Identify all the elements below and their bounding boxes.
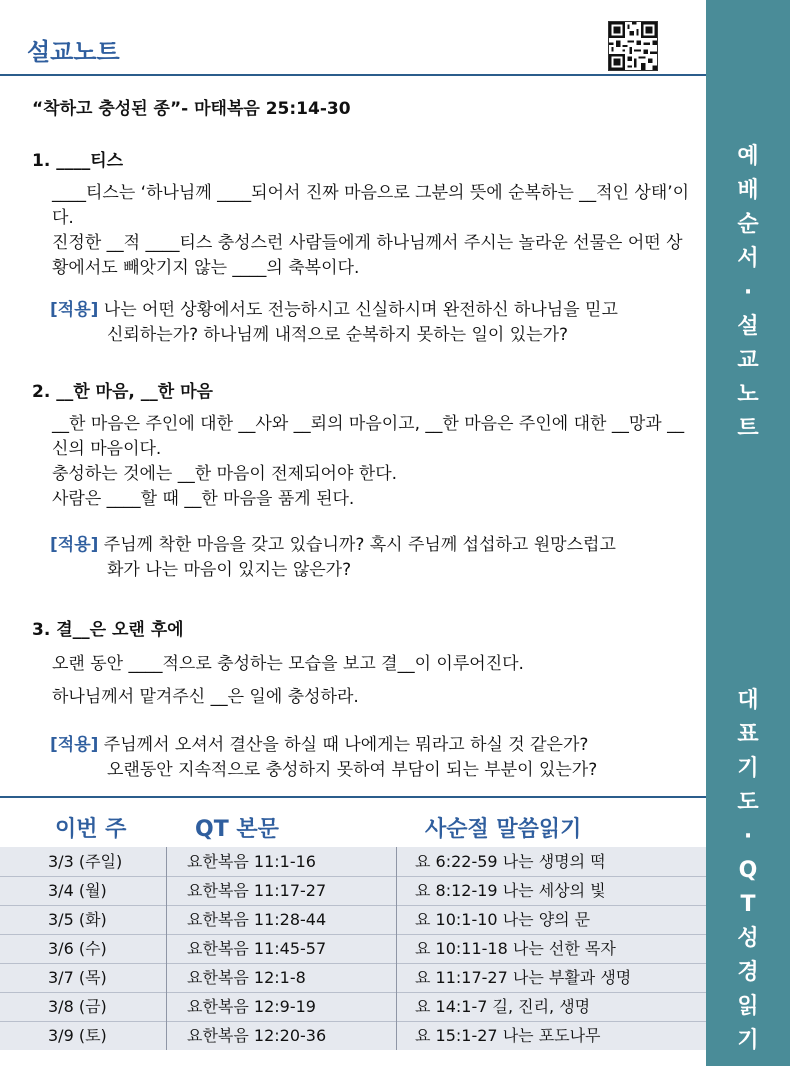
application-line xyxy=(50,533,695,558)
sidebar-char: 기 xyxy=(737,756,759,781)
table-column-divider xyxy=(396,847,397,1050)
table-row xyxy=(0,1021,706,1050)
table-row xyxy=(0,905,706,935)
sidebar-char: 표 xyxy=(737,722,759,747)
application-text: 주님께서 오셔서 결산을 하실 때 나에게는 뭐라고 하실 것 같은가? xyxy=(103,735,589,755)
application-tag: [적용] xyxy=(50,300,99,320)
schedule-divider xyxy=(0,796,706,798)
schedule-header-week: 이번 주 xyxy=(55,817,127,842)
table-cell-qt: 요한복음 11:1-16 xyxy=(187,852,316,871)
table-cell-qt: 요한복음 11:28-44 xyxy=(187,910,327,929)
application-text: 나는 어떤 상황에서도 전능하시고 신실하시며 완전하신 하나님을 믿고 xyxy=(103,300,618,320)
section-2-paragraph: __한 마음은 주인에 대한 __사와 __뢰의 마음이고, __한 마음은 주인에 대한 __망과 __신의 마음이다. xyxy=(52,414,685,459)
header-divider xyxy=(0,74,706,76)
sidebar-char: 서 xyxy=(737,246,759,271)
section-3-paragraph: 하나님께서 맡겨주신 __은 일에 충성하라. xyxy=(52,687,359,707)
table-cell-reading: 요 6:22-59 나는 생명의 떡 xyxy=(415,852,606,871)
table-row xyxy=(0,847,706,877)
sermon-title: “착하고 충성된 종”- 마태복음 25:14-30 xyxy=(32,99,351,119)
table-row xyxy=(0,992,706,1022)
table-cell-qt: 요한복음 12:1-8 xyxy=(187,968,306,987)
table-cell-date: 3/4 (월) xyxy=(48,881,107,900)
sidebar-char: Q xyxy=(738,858,758,883)
application-text: 주님께 착한 마음을 갖고 있습니까? 혹시 주님께 섭섭하고 원망스럽고 xyxy=(103,535,616,555)
sidebar-char: · xyxy=(743,280,753,305)
section-1-paragraph: ____티스는 ‘하나님께 ____되어서 진짜 마음으로 그분의 뜻에 순복하는 __적인 상태’이다. xyxy=(52,183,690,228)
section-1-heading: 1. ____티스 xyxy=(32,151,124,171)
sidebar-char: 경 xyxy=(737,960,759,985)
section-3-paragraph: 오랜 동안 ____적으로 충성하는 모습을 보고 결__이 이루어진다. xyxy=(52,654,524,674)
table-cell-reading: 요 15:1-27 나는 포도나무 xyxy=(415,1026,601,1045)
application-line xyxy=(50,298,695,323)
table-cell-qt: 요한복음 12:9-19 xyxy=(187,997,316,1016)
sidebar-char: 성 xyxy=(737,926,759,951)
sidebar-prayer-qt-label xyxy=(706,684,790,1058)
table-row xyxy=(0,934,706,964)
table-row xyxy=(0,876,706,906)
section-3-application xyxy=(50,733,695,783)
sidebar-char: 기 xyxy=(737,1028,759,1053)
table-cell-date: 3/8 (금) xyxy=(48,997,107,1016)
table-cell-reading: 요 8:12-19 나는 세상의 빛 xyxy=(415,881,606,900)
table-cell-qt: 요한복음 11:45-57 xyxy=(187,939,327,958)
table-cell-qt: 요한복음 12:20-36 xyxy=(187,1026,327,1045)
application-text: 신뢰하는가? 하나님께 내적으로 순복하지 못하는 일이 있는가? xyxy=(107,325,569,345)
table-cell-reading: 요 10:1-10 나는 양의 문 xyxy=(415,910,591,929)
table-row xyxy=(0,963,706,993)
table-cell-reading: 요 11:17-27 나는 부활과 생명 xyxy=(415,968,632,987)
table-cell-date: 3/6 (수) xyxy=(48,939,107,958)
sidebar-char: 읽 xyxy=(737,994,759,1019)
table-column-divider xyxy=(166,847,167,1050)
section-2-application xyxy=(50,533,695,583)
table-cell-date: 3/3 (주일) xyxy=(48,852,123,871)
schedule-header-qt: QT 본문 xyxy=(195,817,279,842)
section-2-heading: 2. __한 마음, __한 마음 xyxy=(32,382,213,402)
table-cell-date: 3/5 (화) xyxy=(48,910,107,929)
sidebar-char: 순 xyxy=(737,212,759,237)
sidebar-char: · xyxy=(743,824,753,849)
application-tag: [적용] xyxy=(50,535,99,555)
sidebar-char: 도 xyxy=(737,790,759,815)
sidebar-char: 트 xyxy=(737,416,759,441)
sidebar-worship-order-label xyxy=(706,140,790,446)
schedule-header-lent-reading: 사순절 말씀읽기 xyxy=(425,817,582,842)
application-tag: [적용] xyxy=(50,735,99,755)
table-cell-reading: 요 10:11-18 나는 선한 목자 xyxy=(415,939,616,958)
sidebar xyxy=(706,0,790,1066)
table-cell-date: 3/9 (토) xyxy=(48,1026,107,1045)
application-line xyxy=(50,733,695,758)
section-2-paragraph: 사람은 ____할 때 __한 마음을 품게 된다. xyxy=(52,489,355,509)
qr-code-icon[interactable] xyxy=(608,21,658,71)
sidebar-char: 설 xyxy=(737,314,759,339)
section-1-paragraph: 진정한 __적 ____티스 충성스런 사람들에게 하나님께서 주시는 놀라운 선물은 어떤 상황에서도 빼앗기지 않는 ____의 축복이다. xyxy=(52,233,683,278)
schedule-table xyxy=(0,847,706,1050)
section-1-application xyxy=(50,298,695,348)
sidebar-char: 예 xyxy=(737,144,759,169)
sidebar-char: 교 xyxy=(737,348,759,373)
table-cell-reading: 요 14:1-7 길, 진리, 생명 xyxy=(415,997,591,1016)
application-text: 화가 나는 마음이 있지는 않은가? xyxy=(107,560,352,580)
table-cell-date: 3/7 (목) xyxy=(48,968,107,987)
sidebar-char: 대 xyxy=(737,688,759,713)
sidebar-char: 노 xyxy=(737,382,759,407)
table-cell-qt: 요한복음 11:17-27 xyxy=(187,881,327,900)
page-title: 설교노트 xyxy=(27,38,120,66)
section-3-heading: 3. 결__은 오랜 후에 xyxy=(32,620,184,640)
sidebar-char: T xyxy=(740,892,756,917)
application-text: 오랜동안 지속적으로 충성하지 못하여 부담이 되는 부분이 있는가? xyxy=(107,760,598,780)
sidebar-char: 배 xyxy=(737,178,759,203)
section-2-paragraph: 충성하는 것에는 __한 마음이 전제되어야 한다. xyxy=(52,464,398,484)
